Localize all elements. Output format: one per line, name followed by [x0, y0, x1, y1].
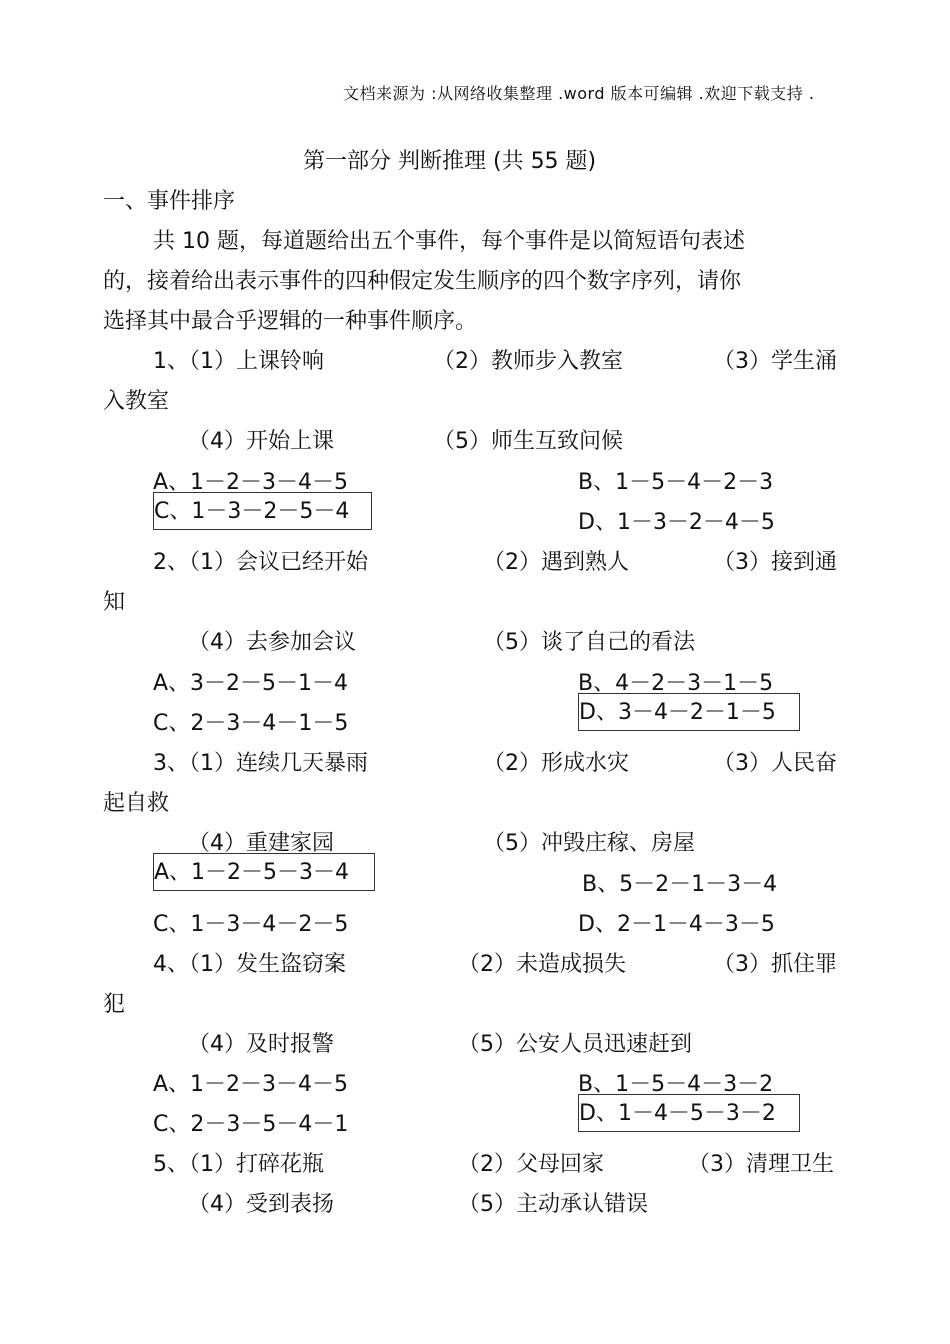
q2-event-3: （3）接到通	[713, 550, 837, 575]
q4-event-3: （3）抓住罪	[713, 952, 837, 977]
q3-option-b: B、5－2－1－3－4	[582, 872, 778, 897]
q1-event-4: （4）开始上课	[188, 429, 334, 454]
q4-event-2: （2）未造成损失	[458, 952, 626, 977]
q3-event-2: （2）形成水灾	[483, 751, 629, 776]
q5-event-1: 5、（1）打碎花瓶	[153, 1152, 324, 1177]
q3-event-3-cont: 起自救	[103, 791, 170, 816]
intro-line-2: 的，接着给出表示事件的四种假定发生顺序的四个数字序列，请你	[103, 269, 742, 294]
page-header-note: 文档来源为 :从网络收集整理 .word 版本可编辑 .欢迎下载支持 .	[343, 84, 815, 103]
intro-line-3: 选择其中最合乎逻辑的一种事件顺序。	[103, 309, 478, 334]
q4-event-4: （4）及时报警	[188, 1032, 334, 1057]
q1-option-c-answer: C、1－3－2－5－4	[153, 492, 372, 530]
q3-option-a-answer: A、1－2－5－3－4	[153, 853, 375, 891]
intro-line-1: 共 10 题，每道题给出五个事件，每个事件是以简短语句表述	[153, 229, 745, 254]
q4-option-c: C、2－3－5－4－1	[153, 1112, 349, 1137]
q2-event-5: （5）谈了自己的看法	[483, 630, 695, 655]
q4-event-5: （5）公安人员迅速赶到	[458, 1032, 692, 1057]
q5-event-3: （3）清理卫生	[688, 1152, 834, 1177]
q1-event-3-cont: 入教室	[103, 389, 170, 414]
part-title: 第一部分 判断推理 (共 55 题)	[303, 149, 597, 174]
q3-option-c: C、1－3－4－2－5	[153, 912, 349, 937]
q2-event-1: 2、（1）会议已经开始	[153, 550, 368, 575]
q1-option-a: A、1－2－3－4－5	[153, 470, 349, 495]
q2-event-2: （2）遇到熟人	[483, 550, 629, 575]
q5-event-5: （5）主动承认错误	[458, 1192, 648, 1217]
q4-option-a: A、1－2－3－4－5	[153, 1072, 349, 1097]
q2-option-a: A、3－2－5－1－4	[153, 671, 349, 696]
q3-event-3: （3）人民奋	[713, 751, 837, 776]
q4-option-b: B、1－5－4－3－2	[578, 1072, 774, 1097]
section-heading: 一、事件排序	[103, 189, 236, 214]
q2-option-d-answer: D、3－4－2－1－5	[578, 693, 800, 731]
q1-option-d: D、1－3－2－4－5	[578, 510, 775, 535]
q5-event-2: （2）父母回家	[458, 1152, 604, 1177]
q3-event-4: （4）重建家园	[188, 831, 334, 856]
q1-event-1: 1、（1）上课铃响	[153, 349, 324, 374]
q1-event-5: （5）师生互致问候	[433, 429, 623, 454]
q1-event-2: （2）教师步入教室	[433, 349, 623, 374]
q2-option-b: B、4－2－3－1－5	[578, 671, 774, 696]
q5-event-4: （4）受到表扬	[188, 1192, 334, 1217]
q4-event-3-cont: 犯	[103, 992, 126, 1017]
q3-option-d: D、2－1－4－3－5	[578, 912, 775, 937]
q4-option-d-answer: D、1－4－5－3－2	[578, 1094, 800, 1132]
q2-event-4: （4）去参加会议	[188, 630, 356, 655]
q4-event-1: 4、（1）发生盗窃案	[153, 952, 346, 977]
q1-option-b: B、1－5－4－2－3	[578, 470, 774, 495]
q2-option-c: C、2－3－4－1－5	[153, 711, 349, 736]
q1-event-3: （3）学生涌	[713, 349, 837, 374]
q3-event-1: 3、（1）连续几天暴雨	[153, 751, 368, 776]
q3-event-5: （5）冲毁庄稼、房屋	[483, 831, 695, 856]
q2-event-3-cont: 知	[103, 590, 126, 615]
